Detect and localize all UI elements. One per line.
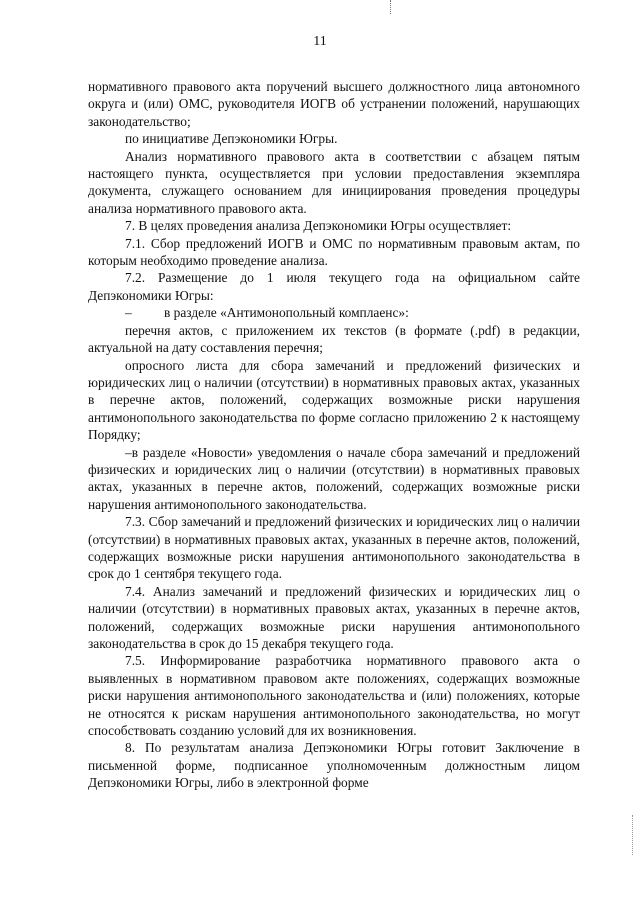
page-number: 11 [313,34,327,49]
document-body [88,78,580,792]
paragraph-7-2: 7.2. Размещение до 1 июля текущего года на официальном сайте Депэкономики Югры: [88,270,580,303]
paragraph-8: 8. По результатам анализа Депэкономики Югры готовит Заключение в письменной форме, подписанное уполномоченным должностным лицом Депэкономики Югры, либо в электронной форме [88,740,580,791]
list-item-text: в разделе «Антимонопольный комплаенс»: [164,305,409,321]
paragraph-7: 7. В целях проведения анализа Депэкономики Югры осуществляет: [125,218,512,234]
scan-mark-top [390,0,392,14]
paragraph-continuation: нормативного правового акта поручений высшего должностного лица автономного округа и (или) ОМС, руководителя ИОГВ об устранении положений, нарушающих законодательство; [88,79,580,129]
paragraph-7-5: 7.5. Информирование разработчика нормативного правового акта о выявленных в нормативном правовом акте положениях, содержащих возможные риски нарушения антимонопольного законодательства и (или) положениях, которые не относятся к рискам нарушения антимонопольного законодательства, но могут способствовать созданию условий для их возникновения. [88,653,580,739]
dash-marker: – [125,305,132,321]
dash-marker: – [125,444,132,460]
list-item-text: в разделе «Новости» уведомления о начале сбора замечаний и предложений физических и юридических лиц о наличии (отсутствии) в нормативных правовых актах, указанных в перечне актов, положений, содержащих возможные риски нарушения антимонопольного законодательства. [88,444,580,512]
paragraph-7-4: 7.4. Анализ замечаний и предложений физических и юридических лиц о наличии (отсутствии) в нормативных правовых актах, указанных в перечне актов, положений, содержащих возможные риски нарушения антимонопольного законодательства в срок до 15 декабря текущего года. [88,583,580,651]
scan-mark-right [632,815,634,855]
paragraph-7-3: 7.3. Сбор замечаний и предложений физических и юридических лиц о наличии (отсутствии) в нормативных правовых актах, указанных в перечне актов, положений, содержащих возможные риски нарушения антимонопольного законодательства в срок до 1 сентября текущего года. [88,514,580,582]
paragraph-analysis-condition: Анализ нормативного правового акта в соответствии с абзацем пятым настоящего пункта, осуществляется при условии предоставления экземпляра документа, служащего основанием для инициирования проведения процедуры анализа нормативного правового акта. [88,148,580,216]
list-item-news-section [88,444,580,514]
paragraph-acts-list: перечня актов, с приложением их текстов (в формате (.pdf) в редакции, актуальной на дату составления перечня; [88,322,580,356]
paragraph-initiative: по инициативе Депэкономики Югры. [125,131,338,147]
paragraph-questionnaire: опросного листа для сбора замечаний и предложений физических и юридических лиц о наличии (отсутствии) в нормативных правовых актах, указанных в перечне актов, положений, содержащих возможные риски нарушения антимонопольного законодательства по форме согласно приложению 2 к настоящему Порядку; [88,357,580,443]
paragraph-7-1: 7.1. Сбор предложений ИОГВ и ОМС по нормативным правовым актам, по которым необходимо проведение анализа. [88,235,580,269]
list-item-antimonopoly-section [88,304,580,321]
